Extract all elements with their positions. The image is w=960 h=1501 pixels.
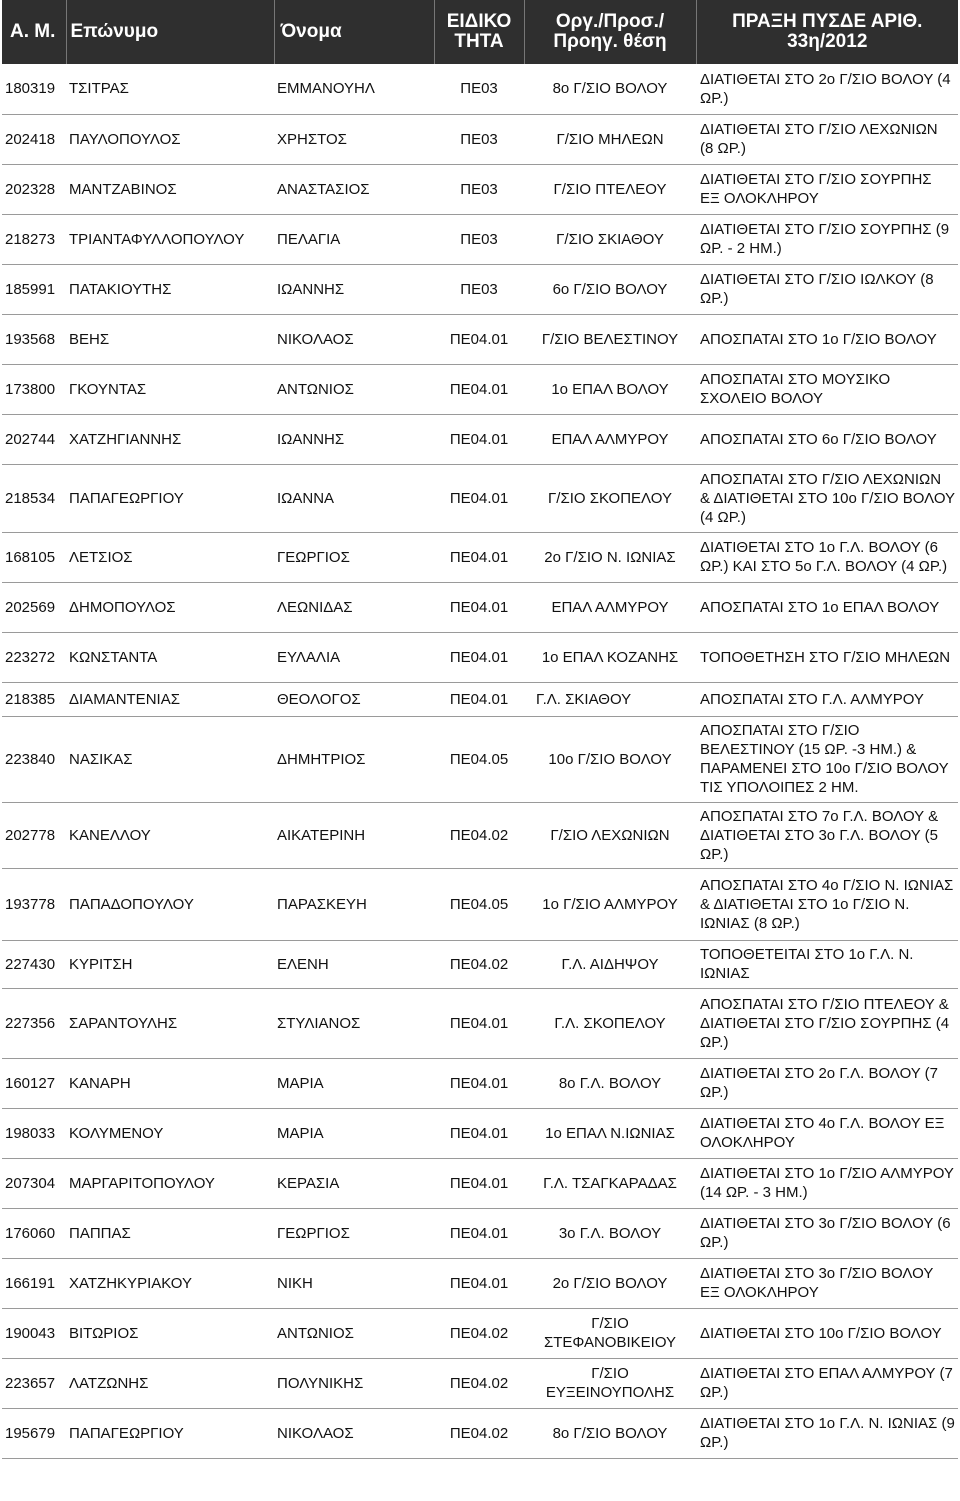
cell-action: ΔΙΑΤΙΘΕΤΑΙ ΣΤΟ 4ο Γ.Λ. ΒΟΛΟΥ ΕΞ ΟΛΟΚΛΗΡΟΥ xyxy=(696,1108,958,1158)
cell-school: 2ο Γ/ΣΙΟ ΒΟΛΟΥ xyxy=(524,1258,696,1308)
cell-am: 227356 xyxy=(2,988,66,1058)
cell-specialty: ΠΕ04.01 xyxy=(434,364,524,414)
cell-surname: ΠΑΠΠΑΣ xyxy=(66,1208,274,1258)
cell-action: ΔΙΑΤΙΘΕΤΑΙ ΣΤΟ Γ/ΣΙΟ ΙΩΛΚΟΥ (8 ΩΡ.) xyxy=(696,264,958,314)
cell-school: 2ο Γ/ΣΙΟ Ν. ΙΩΝΙΑΣ xyxy=(524,532,696,582)
cell-surname: ΚΟΛΥΜΕΝΟΥ xyxy=(66,1108,274,1158)
cell-name: ΑΙΚΑΤΕΡΙΝΗ xyxy=(274,802,434,868)
header-school: Οργ./Προσ./ Προηγ. θέση xyxy=(524,0,696,64)
cell-school: Γ.Λ. ΣΚΙΑΘΟΥ xyxy=(524,682,696,716)
cell-name: ΙΩΑΝΝΑ xyxy=(274,464,434,532)
cell-name: ΠΟΛΥΝΙΚΗΣ xyxy=(274,1358,434,1408)
cell-surname: ΒΕΗΣ xyxy=(66,314,274,364)
table-row xyxy=(2,1108,958,1158)
cell-school: 1ο ΕΠΑΛ ΚΟΖΑΝΗΣ xyxy=(524,632,696,682)
cell-action: ΔΙΑΤΙΘΕΤΑΙ ΣΤΟ 2ο Γ/ΣΙΟ ΒΟΛΟΥ (4 ΩΡ.) xyxy=(696,64,958,114)
cell-specialty: ΠΕ04.01 xyxy=(434,632,524,682)
cell-name: ΕΜΜΑΝΟΥΗΛ xyxy=(274,64,434,114)
cell-action: ΑΠΟΣΠΑΤΑΙ ΣΤΟ 7ο Γ.Λ. ΒΟΛΟΥ & ΔΙΑΤΙΘΕΤΑΙ ΣΤΟ 3ο Γ.Λ. ΒΟΛΟΥ (5 ΩΡ.) xyxy=(696,802,958,868)
document-sheet xyxy=(2,0,958,1459)
cell-surname: ΠΑΠΑΓΕΩΡΓΙΟΥ xyxy=(66,1408,274,1458)
header-specialty: ΕΙΔΙΚΟ ΤΗΤΑ xyxy=(434,0,524,64)
cell-school: 8ο Γ/ΣΙΟ ΒΟΛΟΥ xyxy=(524,1408,696,1458)
cell-name: ΕΥΛΑΛΙΑ xyxy=(274,632,434,682)
cell-surname: ΚΑΝΕΛΛΟΥ xyxy=(66,802,274,868)
cell-action: ΑΠΟΣΠΑΤΑΙ ΣΤΟ 1ο ΕΠΑΛ ΒΟΛΟΥ xyxy=(696,582,958,632)
cell-specialty: ΠΕ04.01 xyxy=(434,1158,524,1208)
cell-school: ΕΠΑΛ ΑΛΜΥΡΟΥ xyxy=(524,582,696,632)
cell-action: ΔΙΑΤΙΘΕΤΑΙ ΣΤΟ 1ο Γ.Λ. ΒΟΛΟΥ (6 ΩΡ.) ΚΑΙ ΣΤΟ 5ο Γ.Λ. ΒΟΛΟΥ (4 ΩΡ.) xyxy=(696,532,958,582)
table-row xyxy=(2,364,958,414)
cell-am: 160127 xyxy=(2,1058,66,1108)
cell-specialty: ΠΕ03 xyxy=(434,164,524,214)
cell-surname: ΣΑΡΑΝΤΟΥΛΗΣ xyxy=(66,988,274,1058)
cell-school: 1ο Γ/ΣΙΟ ΑΛΜΥΡΟΥ xyxy=(524,868,696,940)
table-row xyxy=(2,682,958,716)
table-row xyxy=(2,464,958,532)
cell-name: ΑΝΑΣΤΑΣΙΟΣ xyxy=(274,164,434,214)
cell-am: 176060 xyxy=(2,1208,66,1258)
cell-specialty: ΠΕ03 xyxy=(434,114,524,164)
cell-am: 227430 xyxy=(2,940,66,988)
cell-school: Γ.Λ. ΤΣΑΓΚΑΡΑΔΑΣ xyxy=(524,1158,696,1208)
cell-am: 218273 xyxy=(2,214,66,264)
table-row xyxy=(2,1208,958,1258)
cell-am: 202744 xyxy=(2,414,66,464)
cell-specialty: ΠΕ04.01 xyxy=(434,314,524,364)
cell-school: Γ.Λ. ΣΚΟΠΕΛΟΥ xyxy=(524,988,696,1058)
cell-action: ΔΙΑΤΙΘΕΤΑΙ ΣΤΟ Γ/ΣΙΟ ΣΟΥΡΠΗΣ (9 ΩΡ. - 2 ΗΜ.) xyxy=(696,214,958,264)
cell-specialty: ΠΕ04.01 xyxy=(434,682,524,716)
cell-action: ΑΠΟΣΠΑΤΑΙ ΣΤΟ 4ο Γ/ΣΙΟ Ν. ΙΩΝΙΑΣ & ΔΙΑΤΙΘΕΤΑΙ ΣΤΟ 1ο Γ/ΣΙΟ Ν. ΙΩΝΙΑΣ (8 ΩΡ.) xyxy=(696,868,958,940)
cell-specialty: ΠΕ04.05 xyxy=(434,868,524,940)
cell-surname: ΚΩΝΣΤΑΝΤΑ xyxy=(66,632,274,682)
cell-school: Γ/ΣΙΟ ΕΥΞΕΙΝΟΥΠΟΛΗΣ xyxy=(524,1358,696,1408)
cell-surname: ΤΡΙΑΝΤΑΦΥΛΛΟΠΟΥΛΟΥ xyxy=(66,214,274,264)
cell-specialty: ΠΕ04.01 xyxy=(434,532,524,582)
cell-name: ΓΕΩΡΓΙΟΣ xyxy=(274,532,434,582)
cell-name: ΝΙΚΟΛΑΟΣ xyxy=(274,314,434,364)
cell-school: Γ/ΣΙΟ ΣΚΟΠΕΛΟΥ xyxy=(524,464,696,532)
cell-am: 173800 xyxy=(2,364,66,414)
table-row xyxy=(2,582,958,632)
cell-specialty: ΠΕ03 xyxy=(434,214,524,264)
cell-am: 218385 xyxy=(2,682,66,716)
cell-action: ΑΠΟΣΠΑΤΑΙ ΣΤΟ Γ/ΣΙΟ ΒΕΛΕΣΤΙΝΟΥ (15 ΩΡ. -3 ΗΜ.) & ΠΑΡΑΜΕΝΕΙ ΣΤΟ 10ο Γ/ΣΙΟ ΒΟΛΟΥ ΤΙΣ ΥΠΟΛΟΙΠΕΣ 2 ΗΜ. xyxy=(696,716,958,802)
table-row xyxy=(2,868,958,940)
cell-specialty: ΠΕ04.01 xyxy=(434,1108,524,1158)
cell-action: ΤΟΠΟΘΕΤΕΙΤΑΙ ΣΤΟ 1ο Γ.Λ. Ν. ΙΩΝΙΑΣ xyxy=(696,940,958,988)
cell-surname: ΠΑΤΑΚΙΟΥΤΗΣ xyxy=(66,264,274,314)
table-header-row xyxy=(2,0,958,64)
cell-name: ΙΩΑΝΝΗΣ xyxy=(274,414,434,464)
cell-name: ΧΡΗΣΤΟΣ xyxy=(274,114,434,164)
cell-action: ΔΙΑΤΙΘΕΤΑΙ ΣΤΟ 2ο Γ.Λ. ΒΟΛΟΥ (7 ΩΡ.) xyxy=(696,1058,958,1108)
cell-school: ΕΠΑΛ ΑΛΜΥΡΟΥ xyxy=(524,414,696,464)
cell-action: ΔΙΑΤΙΘΕΤΑΙ ΣΤΟ 3ο Γ/ΣΙΟ ΒΟΛΟΥ ΕΞ ΟΛΟΚΛΗΡΟΥ xyxy=(696,1258,958,1308)
cell-action: ΑΠΟΣΠΑΤΑΙ ΣΤΟ ΜΟΥΣΙΚΟ ΣΧΟΛΕΙΟ ΒΟΛΟΥ xyxy=(696,364,958,414)
cell-school: 10ο Γ/ΣΙΟ ΒΟΛΟΥ xyxy=(524,716,696,802)
table-row xyxy=(2,1058,958,1108)
cell-name: ΕΛΕΝΗ xyxy=(274,940,434,988)
cell-name: ΑΝΤΩΝΙΟΣ xyxy=(274,1308,434,1358)
cell-name: ΜΑΡΙΑ xyxy=(274,1108,434,1158)
table-row xyxy=(2,1258,958,1308)
cell-name: ΙΩΑΝΝΗΣ xyxy=(274,264,434,314)
cell-specialty: ΠΕ04.02 xyxy=(434,1308,524,1358)
table-row xyxy=(2,264,958,314)
cell-am: 190043 xyxy=(2,1308,66,1358)
cell-am: 218534 xyxy=(2,464,66,532)
cell-action: ΑΠΟΣΠΑΤΑΙ ΣΤΟ Γ/ΣΙΟ ΛΕΧΩΝΙΩΝ & ΔΙΑΤΙΘΕΤΑΙ ΣΤΟ 10ο Γ/ΣΙΟ ΒΟΛΟΥ (4 ΩΡ.) xyxy=(696,464,958,532)
table-row xyxy=(2,632,958,682)
table-row xyxy=(2,716,958,802)
cell-action: ΔΙΑΤΙΘΕΤΑΙ ΣΤΟ 10ο Γ/ΣΙΟ ΒΟΛΟΥ xyxy=(696,1308,958,1358)
cell-name: ΝΙΚΟΛΑΟΣ xyxy=(274,1408,434,1458)
cell-action: ΤΟΠΟΘΕΤΗΣΗ ΣΤΟ Γ/ΣΙΟ ΜΗΛΕΩΝ xyxy=(696,632,958,682)
table-row xyxy=(2,1358,958,1408)
cell-school: Γ/ΣΙΟ ΣΤΕΦΑΝΟΒΙΚΕΙΟΥ xyxy=(524,1308,696,1358)
cell-am: 166191 xyxy=(2,1258,66,1308)
cell-surname: ΧΑΤΖΗΓΙΑΝΝΗΣ xyxy=(66,414,274,464)
cell-action: ΑΠΟΣΠΑΤΑΙ ΣΤΟ Γ/ΣΙΟ ΠΤΕΛΕΟΥ & ΔΙΑΤΙΘΕΤΑΙ ΣΤΟ Γ/ΣΙΟ ΣΟΥΡΠΗΣ (4 ΩΡ.) xyxy=(696,988,958,1058)
cell-specialty: ΠΕ04.01 xyxy=(434,464,524,532)
cell-specialty: ΠΕ04.02 xyxy=(434,1358,524,1408)
cell-surname: ΒΙΤΩΡΙΟΣ xyxy=(66,1308,274,1358)
cell-specialty: ΠΕ04.01 xyxy=(434,414,524,464)
table-row xyxy=(2,940,958,988)
cell-action: ΑΠΟΣΠΑΤΑΙ ΣΤΟ 1ο Γ/ΣΙΟ ΒΟΛΟΥ xyxy=(696,314,958,364)
cell-school: 8ο Γ.Λ. ΒΟΛΟΥ xyxy=(524,1058,696,1108)
cell-am: 193568 xyxy=(2,314,66,364)
cell-name: ΚΕΡΑΣΙΑ xyxy=(274,1158,434,1208)
table-row xyxy=(2,1158,958,1208)
cell-am: 202328 xyxy=(2,164,66,214)
cell-action: ΔΙΑΤΙΘΕΤΑΙ ΣΤΟ 3ο Γ/ΣΙΟ ΒΟΛΟΥ (6 ΩΡ.) xyxy=(696,1208,958,1258)
cell-specialty: ΠΕ04.02 xyxy=(434,940,524,988)
cell-specialty: ΠΕ04.02 xyxy=(434,1408,524,1458)
cell-am: 168105 xyxy=(2,532,66,582)
cell-school: 6ο Γ/ΣΙΟ ΒΟΛΟΥ xyxy=(524,264,696,314)
cell-school: Γ/ΣΙΟ ΜΗΛΕΩΝ xyxy=(524,114,696,164)
cell-specialty: ΠΕ04.01 xyxy=(434,582,524,632)
cell-specialty: ΠΕ04.05 xyxy=(434,716,524,802)
cell-specialty: ΠΕ04.01 xyxy=(434,1208,524,1258)
cell-am: 195679 xyxy=(2,1408,66,1458)
cell-am: 193778 xyxy=(2,868,66,940)
cell-surname: ΤΣΙΤΡΑΣ xyxy=(66,64,274,114)
cell-action: ΑΠΟΣΠΑΤΑΙ ΣΤΟ Γ.Λ. ΑΛΜΥΡΟΥ xyxy=(696,682,958,716)
table-row xyxy=(2,988,958,1058)
cell-name: ΘΕΟΛΟΓΟΣ xyxy=(274,682,434,716)
cell-school: Γ.Λ. ΑΙΔΗΨΟΥ xyxy=(524,940,696,988)
table-row xyxy=(2,114,958,164)
cell-surname: ΓΚΟΥΝΤΑΣ xyxy=(66,364,274,414)
cell-name: ΓΕΩΡΓΙΟΣ xyxy=(274,1208,434,1258)
table-row xyxy=(2,164,958,214)
cell-surname: ΠΑΥΛΟΠΟΥΛΟΣ xyxy=(66,114,274,164)
table-row xyxy=(2,64,958,114)
cell-action: ΔΙΑΤΙΘΕΤΑΙ ΣΤΟ Γ/ΣΙΟ ΛΕΧΩΝΙΩΝ (8 ΩΡ.) xyxy=(696,114,958,164)
cell-name: ΠΕΛΑΓΙΑ xyxy=(274,214,434,264)
cell-specialty: ΠΕ03 xyxy=(434,64,524,114)
cell-surname: ΔΗΜΟΠΟΥΛΟΣ xyxy=(66,582,274,632)
cell-am: 207304 xyxy=(2,1158,66,1208)
table-row xyxy=(2,214,958,264)
table-row xyxy=(2,314,958,364)
cell-am: 180319 xyxy=(2,64,66,114)
table-row xyxy=(2,532,958,582)
cell-surname: ΠΑΠΑΓΕΩΡΓΙΟΥ xyxy=(66,464,274,532)
cell-name: ΛΕΩΝΙΔΑΣ xyxy=(274,582,434,632)
cell-surname: ΔΙΑΜΑΝΤΕΝΙΑΣ xyxy=(66,682,274,716)
cell-school: Γ/ΣΙΟ ΣΚΙΑΘΟΥ xyxy=(524,214,696,264)
cell-action: ΑΠΟΣΠΑΤΑΙ ΣΤΟ 6ο Γ/ΣΙΟ ΒΟΛΟΥ xyxy=(696,414,958,464)
cell-surname: ΠΑΠΑΔΟΠΟΥΛΟΥ xyxy=(66,868,274,940)
cell-action: ΔΙΑΤΙΘΕΤΑΙ ΣΤΟ ΕΠΑΛ ΑΛΜΥΡΟΥ (7 ΩΡ.) xyxy=(696,1358,958,1408)
cell-am: 223840 xyxy=(2,716,66,802)
cell-action: ΔΙΑΤΙΘΕΤΑΙ ΣΤΟ Γ/ΣΙΟ ΣΟΥΡΠΗΣ ΕΞ ΟΛΟΚΛΗΡΟΥ xyxy=(696,164,958,214)
cell-specialty: ΠΕ03 xyxy=(434,264,524,314)
cell-name: ΜΑΡΙΑ xyxy=(274,1058,434,1108)
cell-surname: ΚΑΝΑΡΗ xyxy=(66,1058,274,1108)
cell-surname: ΜΑΝΤΖΑΒΙΝΟΣ xyxy=(66,164,274,214)
cell-name: ΝΙΚΗ xyxy=(274,1258,434,1308)
cell-school: 1ο ΕΠΑΛ Ν.ΙΩΝΙΑΣ xyxy=(524,1108,696,1158)
header-surname: Επώνυμο xyxy=(66,0,274,64)
header-am: Α. Μ. xyxy=(2,0,66,64)
cell-surname: ΛΑΤΖΩΝΗΣ xyxy=(66,1358,274,1408)
cell-am: 202418 xyxy=(2,114,66,164)
cell-school: Γ/ΣΙΟ ΛΕΧΩΝΙΩΝ xyxy=(524,802,696,868)
cell-action: ΔΙΑΤΙΘΕΤΑΙ ΣΤΟ 1ο Γ/ΣΙΟ ΑΛΜΥΡΟΥ (14 ΩΡ. - 3 ΗΜ.) xyxy=(696,1158,958,1208)
cell-am: 185991 xyxy=(2,264,66,314)
cell-name: ΠΑΡΑΣΚΕΥΗ xyxy=(274,868,434,940)
cell-am: 202778 xyxy=(2,802,66,868)
header-action: ΠΡΑΞΗ ΠΥΣΔΕ ΑΡΙΘ. 33η/2012 xyxy=(696,0,958,64)
cell-am: 223657 xyxy=(2,1358,66,1408)
cell-name: ΔΗΜΗΤΡΙΟΣ xyxy=(274,716,434,802)
cell-school: 1ο ΕΠΑΛ ΒΟΛΟΥ xyxy=(524,364,696,414)
cell-surname: ΜΑΡΓΑΡΙΤΟΠΟΥΛΟΥ xyxy=(66,1158,274,1208)
cell-action: ΔΙΑΤΙΘΕΤΑΙ ΣΤΟ 1ο Γ.Λ. Ν. ΙΩΝΙΑΣ (9 ΩΡ.) xyxy=(696,1408,958,1458)
table-row xyxy=(2,414,958,464)
placements-table xyxy=(2,0,958,1459)
cell-specialty: ΠΕ04.01 xyxy=(434,988,524,1058)
cell-am: 202569 xyxy=(2,582,66,632)
cell-surname: ΚΥΡΙΤΣΗ xyxy=(66,940,274,988)
table-row xyxy=(2,1408,958,1458)
cell-surname: ΛΕΤΣΙΟΣ xyxy=(66,532,274,582)
cell-school: 8ο Γ/ΣΙΟ ΒΟΛΟΥ xyxy=(524,64,696,114)
cell-am: 198033 xyxy=(2,1108,66,1158)
cell-specialty: ΠΕ04.01 xyxy=(434,1058,524,1108)
cell-name: ΣΤΥΛΙΑΝΟΣ xyxy=(274,988,434,1058)
cell-name: ΑΝΤΩΝΙΟΣ xyxy=(274,364,434,414)
cell-specialty: ΠΕ04.01 xyxy=(434,1258,524,1308)
cell-surname: ΧΑΤΖΗΚΥΡΙΑΚΟΥ xyxy=(66,1258,274,1308)
table-row xyxy=(2,1308,958,1358)
cell-surname: ΝΑΣΙΚΑΣ xyxy=(66,716,274,802)
cell-am: 223272 xyxy=(2,632,66,682)
cell-specialty: ΠΕ04.02 xyxy=(434,802,524,868)
cell-school: Γ/ΣΙΟ ΠΤΕΛΕΟΥ xyxy=(524,164,696,214)
cell-school: Γ/ΣΙΟ ΒΕΛΕΣΤΙΝΟΥ xyxy=(524,314,696,364)
header-name: Όνομα xyxy=(274,0,434,64)
cell-school: 3ο Γ.Λ. ΒΟΛΟΥ xyxy=(524,1208,696,1258)
table-row xyxy=(2,802,958,868)
